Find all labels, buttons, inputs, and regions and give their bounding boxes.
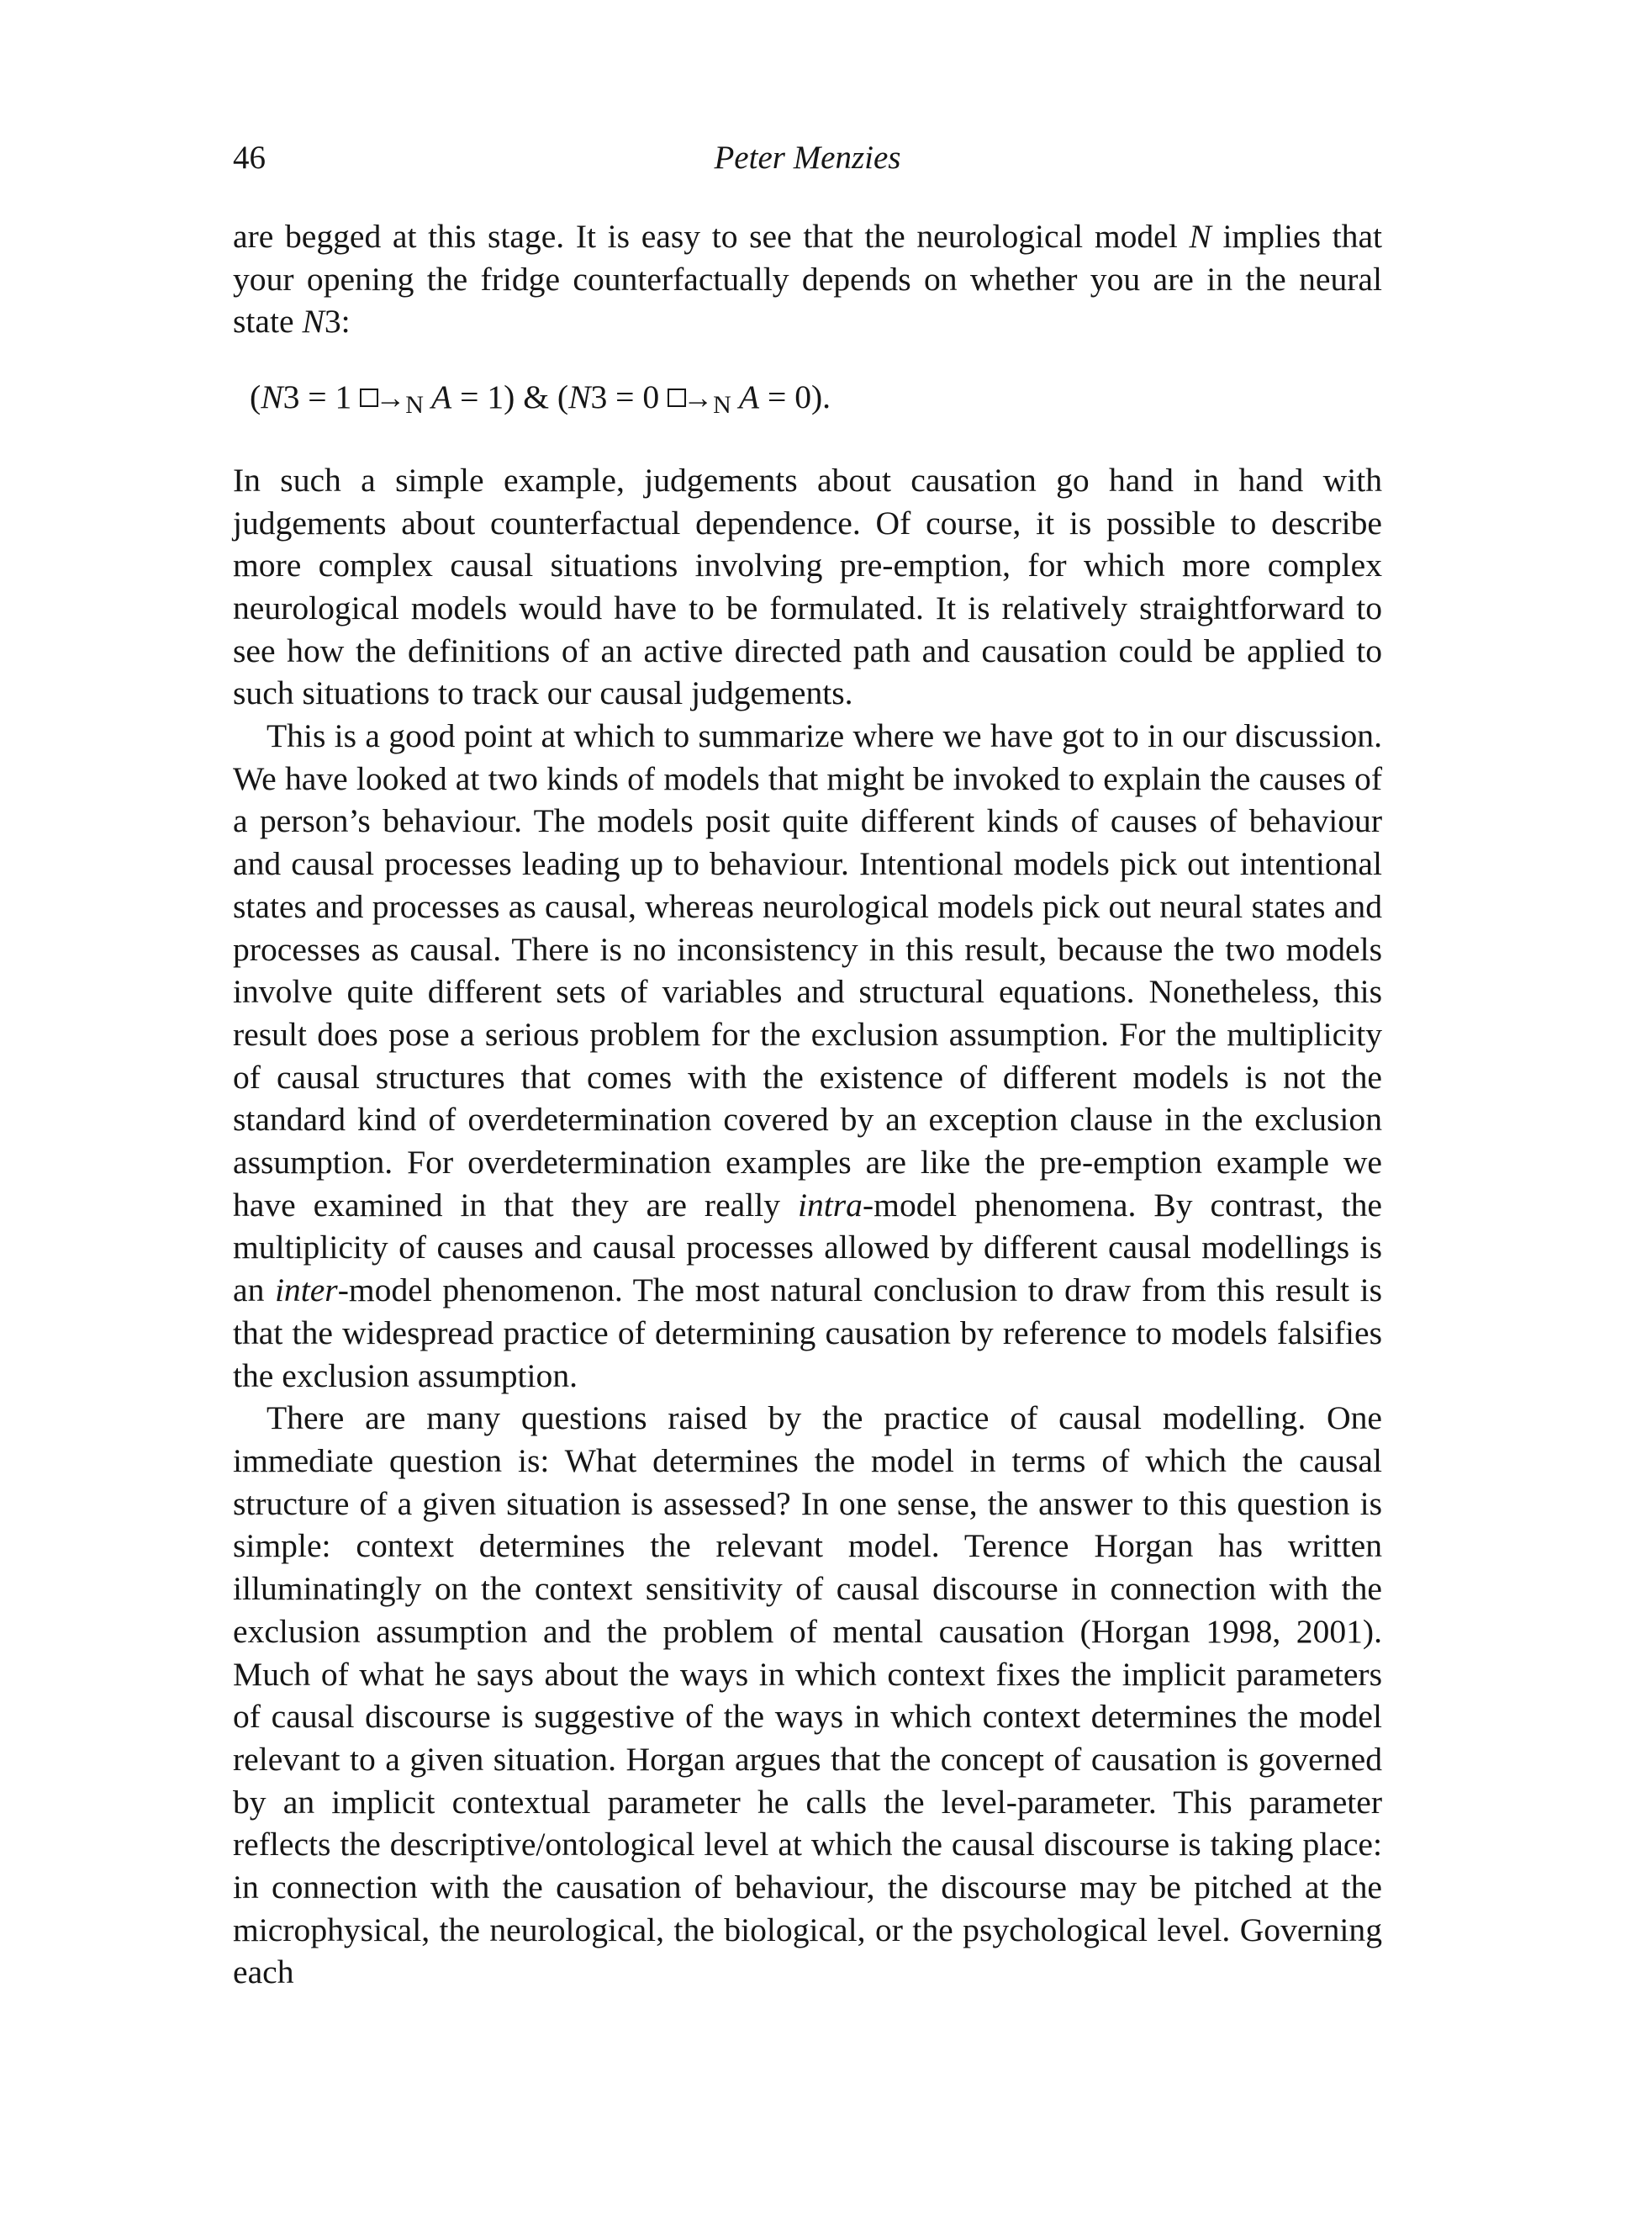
formula-variable: A (731, 378, 760, 416)
paragraph-1 (233, 215, 1382, 343)
arrow-glyph: → (375, 381, 406, 415)
text-run: implies that your opening the fridge counterfactually depends on whether you are in the neural state (233, 218, 1383, 341)
page-header (233, 139, 1382, 189)
running-head: Peter Menzies (714, 140, 901, 176)
paragraph-2: In such a simple example, judgements about causation go hand in hand with judgements about counterfactual dependence. Of course, it is possible to describe more complex causal situations involving pre-emption, for which more complex neurological models would have to be formulated. It is relatively straightforward to see how the definitions of an active directed path and causation could be applied to such situations to track our causal judgements. (233, 461, 1382, 712)
formula-part: 3 (282, 378, 300, 416)
formula-part: ( (250, 378, 261, 416)
model-subscript: N (713, 391, 731, 420)
text-run: : (340, 303, 351, 341)
subscript: 3 (324, 303, 341, 341)
emphasis: intra (798, 1186, 863, 1224)
formula-variable: N (261, 378, 283, 416)
formula-part: = 1) & ( (451, 378, 569, 416)
formula-variable: N (568, 378, 591, 416)
formula-part: = 1 (299, 378, 361, 416)
text-run: This is a good point at which to summarize where we have got to in our discussion. We have looked at two kinds of models that might be invoked to explain the causes of a person’s behaviour. The models posit quite different kinds of causes of behaviour and causal processes leading up to behaviour. Intentional models pick out intentional states and processes as causal, whereas neurological models pick out neural states and processes as causal. There is no inconsistency in this result, because the two models involve quite different sets of variables and structural equations. Nonetheless, this result does pose a serious problem for the exclusion assumption. For the multiplicity of causal structures that comes with the existence of different models is not the standard kind of overdetermination covered by an exception clause in the exclusion assumption. For overdetermination examples are like the pre-emption example we have examined in that they are really (233, 717, 1382, 1224)
counterfactual-arrow-icon (360, 376, 405, 420)
text-run: -model phenomena. By contrast, the multiplicity of causes and causal processes allowed by different causal modellings is an (233, 1186, 1382, 1309)
variable-n3: N (302, 303, 325, 341)
emphasis: inter (274, 1271, 338, 1309)
formula-part: 3 (590, 378, 608, 416)
counterfactual-arrow-icon (668, 376, 713, 420)
formula-part: = 0). (759, 378, 831, 416)
formula-part: = 0 (607, 378, 668, 416)
arrow-glyph: → (683, 381, 714, 415)
paragraph-4: There are many questions raised by the practice of causal modelling. One immediate question is: What determines the model in terms of which the causal structure of a given situation is assessed? In one sense, the answer to this question is simple: context determines the relevant model. Terence Horgan has written illuminatingly on the context sensitivity of causal discourse in connection with the exclusion assumption and the problem of mental causation (Horgan 1998, 2001). Much of what he says about the ways in which context fixes the implicit parameters of causal discourse is suggestive of the ways in which context determines the model relevant to a given situation. Horgan argues that the concept of causation is governed by an implicit contextual parameter he calls the level-parameter. This parameter reflects the descriptive/ontological level at which the causal discourse is taking place: in connection with the causation of behaviour, the discourse may be pitched at the microphysical, the neurological, the biological, or the psychological level. Governing each (233, 1399, 1382, 1991)
body-text (233, 215, 1382, 1994)
variable-n: N (1189, 218, 1211, 255)
text-run: -model phenomenon. The most natural conclusion to draw from this result is that the widespread practice of determining causation by reference to models falsifies the exclusion assumption. (233, 1271, 1382, 1394)
counterfactual-formula (250, 376, 1382, 427)
model-subscript: N (405, 391, 424, 420)
page-number: 46 (233, 140, 266, 176)
formula-variable: A (423, 378, 452, 416)
paragraph-3 (233, 715, 1382, 1397)
text-run: are begged at this stage. It is easy to see that the neurological model (233, 218, 1190, 255)
